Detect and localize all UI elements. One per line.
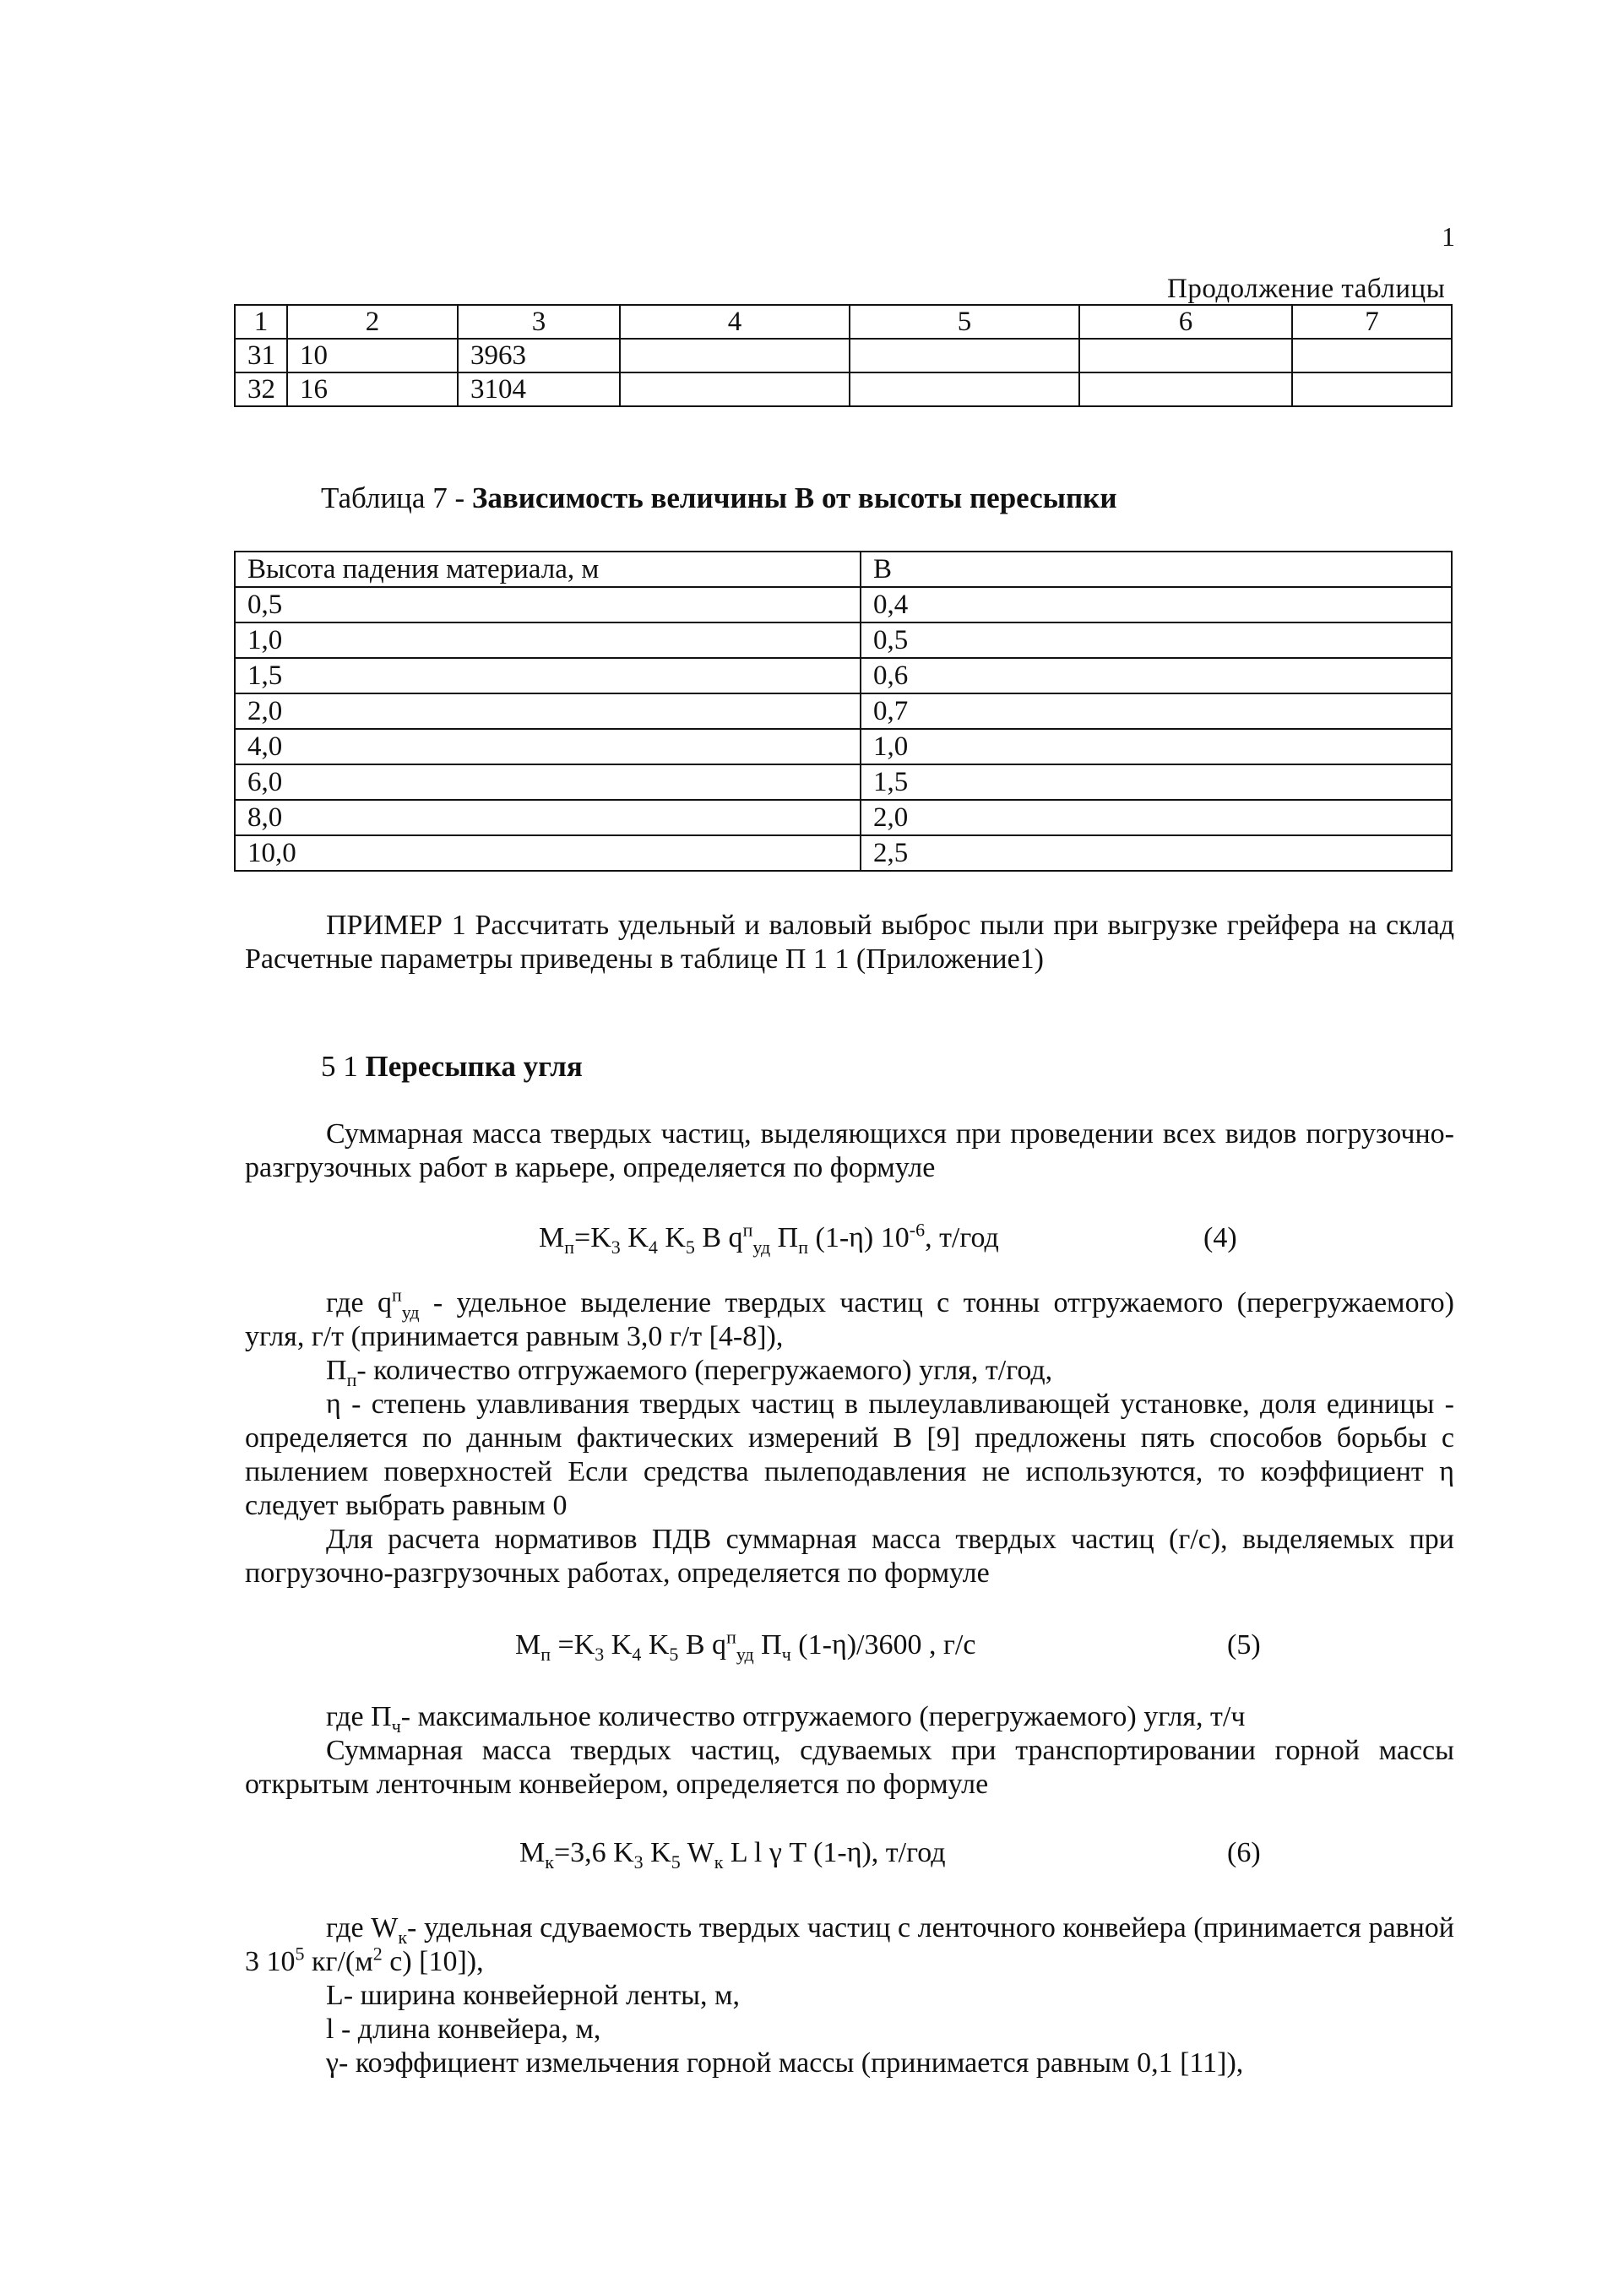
table-header-row xyxy=(235,552,1452,587)
table-cell xyxy=(1079,339,1292,372)
table-cell xyxy=(850,372,1079,406)
table7-title-text: Зависимость величины В от высоты пересыпки xyxy=(471,481,1117,514)
paragraph: Суммарная масса твердых частиц, выделяющихся при проведении всех видов погрузочно-разгрузочных работ в карьере, определяется по формуле xyxy=(245,1118,1454,1183)
table-row xyxy=(235,658,1452,693)
table-row xyxy=(235,800,1452,835)
table-cell: 2,0 xyxy=(235,693,861,729)
section-number: 5 1 xyxy=(321,1050,366,1083)
where-l-length-text: длина конвейера, м, xyxy=(357,2014,601,2045)
table-header-cell: В xyxy=(861,552,1452,587)
table-cell: 2,5 xyxy=(861,835,1452,871)
formula-4: $M_п=K_3$ $K_4$ $K_5$ B $q^п_{уд}$ $П_п$ (1-η) $10^{-6}$, т/год xyxy=(539,1219,999,1258)
table-row xyxy=(235,729,1452,764)
table-cell xyxy=(1292,339,1452,372)
table-cell xyxy=(1079,372,1292,406)
table-cell: 0,5 xyxy=(235,587,861,622)
table-cell xyxy=(620,339,850,372)
table-header-cell: 2 xyxy=(287,305,458,339)
table-header-cell: 5 xyxy=(850,305,1079,339)
table-row xyxy=(235,835,1452,871)
table7-title-prefix: Таблица 7 - xyxy=(321,481,472,514)
table-header-cell: 1 xyxy=(235,305,287,339)
table-cell: 1,0 xyxy=(235,622,861,658)
where-qud: где $q^п_{уд}$ - удельное выделение твердых частиц с тонны отгружаемого (перегружаемого) угля, г/т (принимается равным 3,0 г/т [4-8]), xyxy=(245,1284,1454,1352)
table-header-cell: 4 xyxy=(620,305,850,339)
where-eta: η - степень улавливания твердых частиц в пылеулавливающей установке, доля единицы - определяется по данным фактических измерений В [9] предложены пять способов борьбы с пылением поверхностей Если средства пылеподавления не используются, то коэффициент η следует выбрать равным 0 xyxy=(245,1389,1454,1521)
where-l-length: l - длина конвейера, м, xyxy=(326,2014,601,2045)
table-cell: 4,0 xyxy=(235,729,861,764)
table-cell: 0,4 xyxy=(861,587,1452,622)
where-eta-text: степень улавливания твердых частиц в пылеулавливающей установке, доля единицы - определяется по данным фактических измерений В [9] предложены пять способов борьбы с пылением поверхностей Если средства пылеподавления не используются, то коэффициент η следует выбрать равным 0 xyxy=(245,1389,1454,1521)
formula-6: $M_к=3,6$ $K_3$ $K_5$ $W_к$ L l γ T (1-η), т/год xyxy=(519,1837,946,1873)
table-header-cell: 3 xyxy=(458,305,620,339)
where-pp-text: количество отгружаемого (перегружаемого) угля, т/год, xyxy=(373,1355,1053,1386)
section-heading xyxy=(321,1050,583,1084)
table-cell: 2,0 xyxy=(861,800,1452,835)
where-gamma-text: коэффициент измельчения горной массы (принимается равным 0,1 [11]), xyxy=(355,2047,1244,2079)
paragraph: Суммарная масса твердых частиц, сдуваемых при транспортировании горной массы открытым ленточным конвейером, определяется по формуле xyxy=(245,1735,1454,1800)
table-cell: 32 xyxy=(235,372,287,406)
where-l-width-text: ширина конвейерной ленты, м, xyxy=(360,1980,741,2011)
table-cell: 3963 xyxy=(458,339,620,372)
table-cell: 1,5 xyxy=(235,658,861,693)
continuation-table xyxy=(234,304,1453,407)
formula-5-number: (5) xyxy=(1227,1629,1261,1661)
table7 xyxy=(234,551,1453,872)
table-cell xyxy=(620,372,850,406)
table-header-cell: 7 xyxy=(1292,305,1452,339)
table-header-row xyxy=(235,305,1452,339)
where-pp: $П_п-$ количество отгружаемого (перегружаемого) угля, т/год, xyxy=(326,1355,1053,1390)
table-row xyxy=(235,622,1452,658)
table7-title xyxy=(321,481,1117,515)
table-row xyxy=(235,693,1452,729)
table-row xyxy=(235,339,1452,372)
example-paragraph: ПРИМЕР 1 Рассчитать удельный и валовый выброс пыли при выгрузке грейфера на склад Расчетные параметры приведены в таблице П 1 1 (Приложение1) xyxy=(245,910,1454,975)
table-cell: 31 xyxy=(235,339,287,372)
table-cell: 0,5 xyxy=(861,622,1452,658)
table-header-cell: 6 xyxy=(1079,305,1292,339)
table-row xyxy=(235,764,1452,800)
where-gamma: γ- коэффициент измельчения горной массы (принимается равным 0,1 [11]), xyxy=(326,2047,1244,2079)
paragraph: Для расчета нормативов ПДВ суммарная масса твердых частиц (г/с), выделяемых при погрузочно-разгрузочных работах, определяется по формуле xyxy=(245,1524,1454,1589)
where-wk: где $W_к-$ удельная сдуваемость твердых частиц с ленточного конвейера (принимается равной 3 $10^5$ $кг/(м^2$ с) [10]), xyxy=(245,1912,1455,1977)
formula-5: $M_п =K_3$ $K_4$ $K_5$ B $q^п_{уд}$ $П_ч$ (1-η)/3600 , г/с xyxy=(515,1626,976,1665)
table-cell: 1,0 xyxy=(861,729,1452,764)
table-cell: 6,0 xyxy=(235,764,861,800)
section-title: Пересыпка угля xyxy=(365,1050,583,1083)
table-cell xyxy=(1292,372,1452,406)
table-cell: 0,6 xyxy=(861,658,1452,693)
table-cell: 0,7 xyxy=(861,693,1452,729)
table-row xyxy=(235,587,1452,622)
where-qud-text: удельное выделение твердых частиц с тонны отгружаемого (перегружаемого) угля, г/т (принимается равным 3,0 г/т [4-8]), xyxy=(245,1287,1454,1352)
table-cell: 1,5 xyxy=(861,764,1452,800)
table-cell: 10,0 xyxy=(235,835,861,871)
table-header-cell: Высота падения материала, м xyxy=(235,552,861,587)
table-cell: 8,0 xyxy=(235,800,861,835)
table-cell: 10 xyxy=(287,339,458,372)
page-number: 1 xyxy=(1442,221,1455,252)
continuation-caption: Продолжение таблицы xyxy=(1167,274,1446,304)
table-cell xyxy=(850,339,1079,372)
table-cell: 3104 xyxy=(458,372,620,406)
where-wk-text: удельная сдуваемость твердых частиц с ленточного конвейера (принимается равной 3 10 xyxy=(245,1912,1455,1977)
where-pch: где $П_ч-$ максимальное количество отгружаемого (перегружаемого) угля, т/ч xyxy=(326,1701,1246,1737)
table-cell: 16 xyxy=(287,372,458,406)
where-pch-text: максимальное количество отгружаемого (перегружаемого) угля, т/ч xyxy=(417,1701,1246,1732)
where-l-width: L- ширина конвейерной ленты, м, xyxy=(326,1980,741,2011)
table-row xyxy=(235,372,1452,406)
formula-4-number: (4) xyxy=(1203,1222,1237,1253)
formula-6-number: (6) xyxy=(1227,1837,1261,1868)
